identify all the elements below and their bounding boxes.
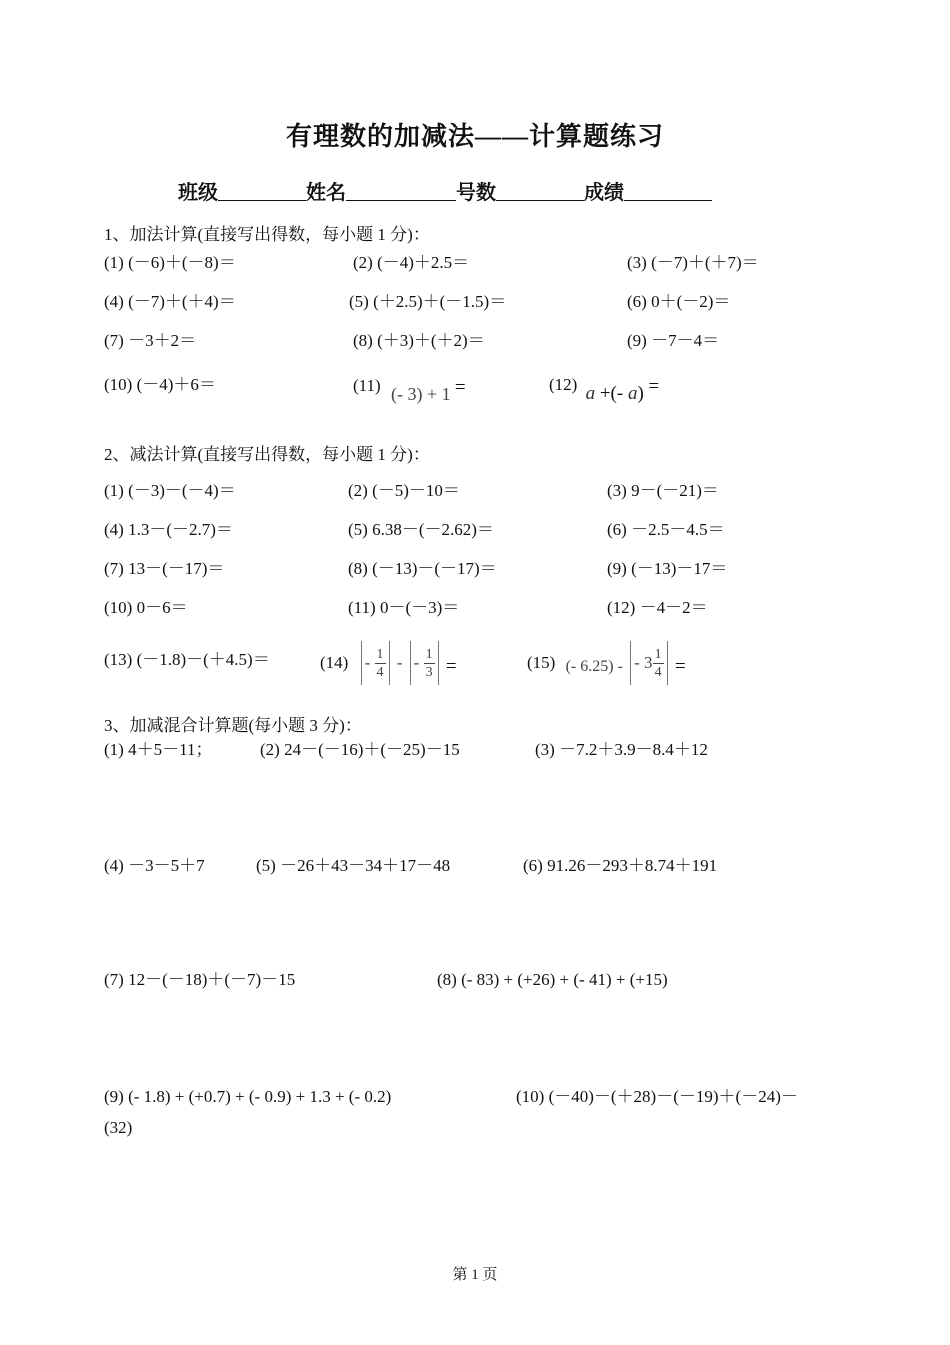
problem: (9) －7－4＝ xyxy=(627,331,720,350)
numerator: 1 xyxy=(654,646,662,662)
problem: (6) 91.26－293＋8.74＋191 xyxy=(523,856,718,875)
problem: (8) (＋3)＋(＋2)＝ xyxy=(353,331,485,350)
section2-heading: 2、减法计算(直接写出得数，每小题 1 分)： xyxy=(104,445,430,464)
problem: (9) (－13)－17＝ xyxy=(607,559,728,578)
math-variable: a xyxy=(585,383,596,404)
problem: (9) (- 1.8) + (+0.7) + (- 0.9) + 1.3 + (- 0.2) xyxy=(104,1087,392,1106)
problem: (11) 0－(－3)＝ xyxy=(348,598,460,617)
problem: (3) 9－(－21)＝ xyxy=(607,481,719,500)
problem: (2) 24－(－16)＋(－25)－15 xyxy=(260,740,460,759)
name-label: 姓名 xyxy=(306,182,346,204)
section1-heading: 1、加法计算(直接写出得数，每小题 1 分)： xyxy=(104,225,430,244)
problem-label: (12) xyxy=(549,375,578,394)
denominator: 4 xyxy=(376,664,384,680)
student-info-line xyxy=(178,176,712,205)
minus-sign: - xyxy=(396,653,403,673)
problem-label: (14) xyxy=(320,653,349,673)
problem: (12) －4－2＝ xyxy=(607,598,708,617)
problem: (7) 13－(－17)＝ xyxy=(104,559,225,578)
problem: (5) (＋2.5)＋(－1.5)＝ xyxy=(349,292,507,311)
close-paren: ) xyxy=(637,383,644,404)
problem: (10) (－40)－(＋28)－(－19)＋(－24)－ xyxy=(516,1087,798,1106)
problem-continuation: (32) xyxy=(104,1118,133,1137)
denominator: 3 xyxy=(425,664,433,680)
problem: (2) (－4)＋2.5＝ xyxy=(353,253,470,272)
number-blank[interactable] xyxy=(496,180,584,201)
problem: (13) (－1.8)－(＋4.5)＝ xyxy=(104,650,270,669)
equals-sign: = xyxy=(445,656,457,678)
numerator: 1 xyxy=(376,646,384,662)
problem: (4) 1.3－(－2.7)＝ xyxy=(104,520,233,539)
problem: (1) (－3)－(－4)＝ xyxy=(104,481,236,500)
problem-14 xyxy=(320,639,457,686)
denominator: 4 xyxy=(654,664,662,680)
problem: (1) 4＋5－11； xyxy=(104,740,213,759)
problem: (5) 6.38－(－2.62)＝ xyxy=(348,520,494,539)
problem: (3) (－7)＋(＋7)＝ xyxy=(627,253,759,272)
open-paren-minus: (- xyxy=(610,383,624,404)
equals-sign: = xyxy=(674,656,686,678)
fraction xyxy=(653,646,664,681)
problem: (10) (－4)＋6＝ xyxy=(104,375,216,394)
page-title: 有理数的加减法——计算题练习 xyxy=(285,122,664,151)
math-expression: (- 6.25) - xyxy=(565,658,623,676)
problem: (10) 0－6＝ xyxy=(104,598,188,617)
fraction xyxy=(375,646,386,681)
class-blank[interactable] xyxy=(218,180,306,201)
fraction xyxy=(424,646,435,681)
problem: (8) (- 83) + (+26) + (- 41) + (+15) xyxy=(437,970,668,989)
problem: (2) (－5)－10＝ xyxy=(348,481,460,500)
problem: (3) －7.2＋3.9－8.4＋12 xyxy=(535,740,708,759)
problem: (6) －2.5－4.5＝ xyxy=(607,520,725,539)
problem: (6) 0＋(－2)＝ xyxy=(627,292,731,311)
equals-sign: = xyxy=(454,377,466,398)
problem: (7) －3＋2＝ xyxy=(104,331,197,350)
problem: (7) 12－(－18)＋(－7)－15 xyxy=(104,970,296,989)
score-label: 成绩 xyxy=(584,182,624,204)
equals-sign: = xyxy=(648,376,660,397)
page-number: 第 1 页 xyxy=(452,1267,498,1283)
minus-sign: - xyxy=(413,653,420,673)
problem: (1) (－6)＋(－8)＝ xyxy=(104,253,236,272)
problem: (4) (－7)＋(＋4)＝ xyxy=(104,292,236,311)
section3-heading: 3、加减混合计算题(每小题 3 分)： xyxy=(104,716,362,735)
problem: (8) (－13)－(－17)＝ xyxy=(348,559,497,578)
number-label: 号数 xyxy=(456,182,496,204)
name-blank[interactable] xyxy=(346,180,456,201)
plus-sign: + xyxy=(599,383,611,404)
problem-label: (15) xyxy=(527,653,556,673)
problem: (5) －26＋43－34＋17－48 xyxy=(256,856,451,875)
problem-12 xyxy=(549,374,660,404)
math-variable: a xyxy=(627,383,638,404)
score-blank[interactable] xyxy=(624,180,712,201)
problem: (4) －3－5＋7 xyxy=(104,856,205,875)
minus-sign: - xyxy=(364,653,371,673)
math-expression: (- 3) + 1 xyxy=(390,384,451,404)
problem-label: (11) xyxy=(353,376,381,395)
problem-15 xyxy=(527,639,686,686)
problem-11 xyxy=(353,374,466,404)
numerator: 1 xyxy=(425,646,433,662)
class-label: 班级 xyxy=(178,182,218,204)
minus-three: - 3 xyxy=(634,653,653,673)
